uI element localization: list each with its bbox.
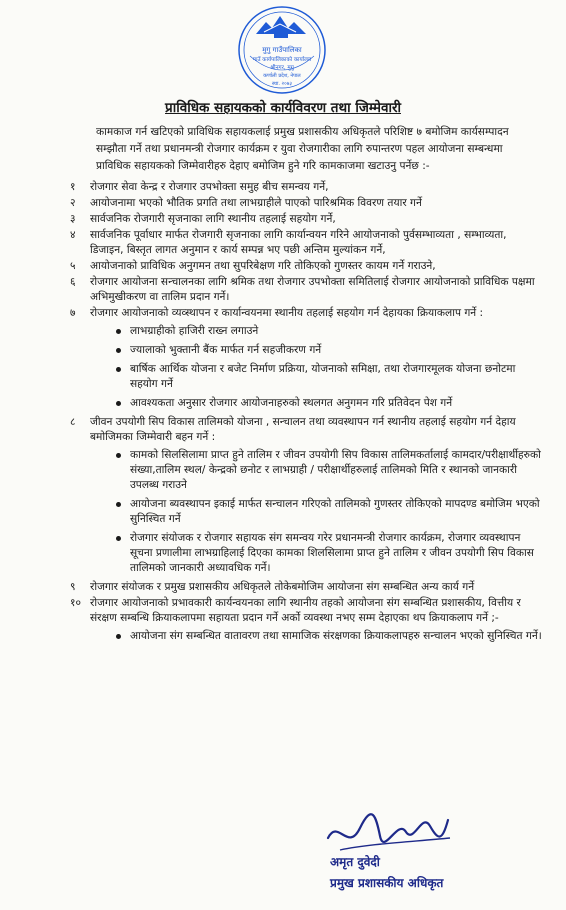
sub-list-item: बार्षिक आर्थिक योजना र बजेट निर्माण प्रक्रिया, योजनाको समिक्षा, तथा रोजगारमूलक योजना छनोटमा सहयोग गर्ने: [116, 362, 542, 392]
list-item-number: ४: [70, 229, 76, 241]
list-item: [70, 415, 542, 576]
list-item-text: आयोजनाको प्राविधिक अनुगमन तथा सुपरिबेक्षण गरि तोकिएको गुणस्तर कायम गर्ने गराउने,: [90, 260, 436, 272]
sub-list: [90, 324, 542, 411]
list-item-number: ९: [70, 581, 76, 593]
list-item-text: आयोजनामा भएको भौतिक प्रगति तथा लाभग्राहीले पाएको पारिश्रमिक विवरण तयार गर्ने: [90, 197, 422, 209]
sub-list-item: ज्यालाको भुक्तानी बैंक मार्फत गर्न सहजीकरण गर्ने: [116, 343, 542, 358]
list-item-number: १: [70, 181, 76, 193]
list-item: [70, 275, 542, 305]
list-item-text: रोजगार आयोजनाको व्यव्स्थापन र कार्यान्वयनमा स्थानीय तहलाई सहयोग गर्न देहायका क्रियाकलाप गर्ने :: [90, 307, 484, 319]
list-item-number: ६: [70, 276, 76, 288]
list-item-number: २: [70, 197, 76, 209]
list-item-number: ८: [70, 416, 76, 428]
list-item: [70, 180, 542, 195]
duty-list: [70, 180, 542, 648]
list-item: [70, 228, 542, 258]
sub-list-item: आयोजना संग सम्बन्धित वातावरण तथा सामाजिक संरक्षणका क्रियाकलापहरु सन्चालन भएको सुनिस्चित गर्ने।: [116, 629, 542, 644]
sub-list-item: रोजगार संयोजक र रोजगार सहायक संग समन्वय गरेर प्रधानमन्त्री रोजगार कार्यक्रम, रोजगार व्यवस्थापन सूचना प्रणालीमा लाभग्राहिलाई दिएका कामका शिलसिलामा प्राप्त हुने तालिम र जीवन उपयोगी सिप विकास तालिमको जानकारी अध्यावधिक गर्ने।: [116, 531, 542, 576]
list-item: [70, 596, 542, 644]
municipality-seal: [236, 4, 328, 96]
signatory-name: अमृत दुवेदी: [330, 855, 380, 869]
seal-icon: [236, 4, 328, 96]
list-item-number: ३: [70, 213, 76, 225]
list-item: [70, 196, 542, 211]
seal-line-1: मुगु गाउँपालिका: [262, 46, 302, 54]
list-item: [70, 306, 542, 411]
list-item-text: रोजगार आयोजनाको प्रभावकारी कार्यन्वयनका लागि स्थानीय तहको आयोजना संग सम्बन्धित प्रशासकीय, वित्तीय र संरक्षण सम्बन्धि क्रियाकलापमा सहायता प्रदान गर्ने अर्को व्यवस्था नभए सम्म देहाएका थप क्रियाकलाप गर्ने ;-: [90, 597, 521, 624]
list-item-text: सार्वजनिक रोजगारी सृजनाका लागि स्थानीय तहलाई सहयोग गर्ने,: [90, 213, 336, 225]
sub-list: [90, 629, 542, 644]
list-item-text: रोजगार सेवा केन्द्र र रोजगार उपभोक्ता समुह बीच समन्वय गर्ने,: [90, 181, 329, 193]
list-item-number: ५: [70, 260, 76, 272]
list-item-text: जीवन उपयोगी सिप विकास तालिमको योजना , सन्चालन तथा व्यवस्थापन गर्न स्थानीय तहलाई सहयोग गर्न देहाय बमोजिमका जिम्मेवारी बहन गर्ने :: [90, 416, 516, 443]
seal-line-3: श्रीनगर, मुगु: [270, 65, 294, 71]
list-item: [70, 259, 542, 274]
seal-line-5: स्था. २०७३: [272, 81, 292, 87]
sub-list-item: आयोजना ब्यवस्थापन इकाई मार्फत सन्चालन गरिएको तालिमको गुणस्तर तोकिएको मापदण्ड बमोजिम भएको सुनिस्चित गर्ने: [116, 497, 542, 527]
sub-list-item: लाभग्राहीको हाजिरी राख्न लगाउने: [116, 324, 542, 339]
seal-line-2: गाउँ कार्यपालिकाको कार्यालय: [252, 57, 312, 63]
list-item-text: रोजगार संयोजक र प्रमुख प्रशासकीय अधिकृतले तोकेबमोजिम आयोजना संग सम्बन्धित अन्य कार्य गर्ने: [90, 581, 475, 593]
list-item-number: १०: [70, 597, 82, 609]
sub-list: [90, 448, 542, 576]
document-title: [0, 98, 566, 116]
list-item-number: ७: [70, 307, 76, 319]
list-item: [70, 580, 542, 595]
list-item-text: रोजगार आयोजना सन्चालनका लागि श्रमिक तथा रोजगार उपभोक्ता समितिलाई रोजगार आयोजनाको प्राविधिक पक्षमा अभिमुखीकरण वा तालिम प्रदान गर्ने।: [90, 276, 535, 303]
signatory-title: प्रमुख प्रशासकीय अधिकृत: [330, 876, 444, 890]
sub-list-item: कामको सिलसिलामा प्राप्त हुने तालिम र जीवन उपयोगी सिप विकास तालिमकर्तालाई कामदार/परीक्षार्थीहरुको संख्या,तालिम स्थल/ केन्द्रको छनोट र लाभग्राही / परीक्षार्थीहरुलाई तालिमको मिति र स्थानको जानकारी उपलब्ध गराउने: [116, 448, 542, 493]
sub-list-item: आवश्यकता अनुसार रोजगार आयोजनाहरुको स्थलगत अनुगमन गरि प्रतिवेदन पेश गर्ने: [116, 396, 542, 411]
seal-line-4: कर्णाली प्रदेश, नेपाल: [263, 73, 301, 79]
document-title-text: प्राविधिक सहायकको कार्यविवरण तथा जिम्मेवारी: [165, 100, 401, 116]
list-item-text: सार्वजनिक पूर्वाधार मार्फत रोजगारी सृजनाका लागि कार्यान्वयन गरिने आयोजनाको पुर्वसम्भाव्यता , सम्भाव्यता, डिजाइन, बिस्तृत लागत अनुमान र कार्य सम्पन्न भए पछी अन्तिम मुल्यांकन गर्ने,: [90, 229, 507, 256]
list-item: [70, 212, 542, 227]
intro-paragraph: कामकाज गर्न खटिएको प्राविधिक सहायकलाई प्रमुख प्रशासकीय अधिकृतले परिशिष्ट ७ बमोजिम कार्यसम्पादन सम्झौता गर्ने तथा प्रधानमन्त्री रोजगार कार्यक्रम र युवा रोजगारीका लागि रुपान्तरण पहल आयोजना सम्बन्धमा प्राविधिक सहायकको जिम्मेवारीहरु देहाए बमोजिम हुने गरि कामकाजमा खटाउनु पर्नेछ :-: [96, 126, 509, 172]
